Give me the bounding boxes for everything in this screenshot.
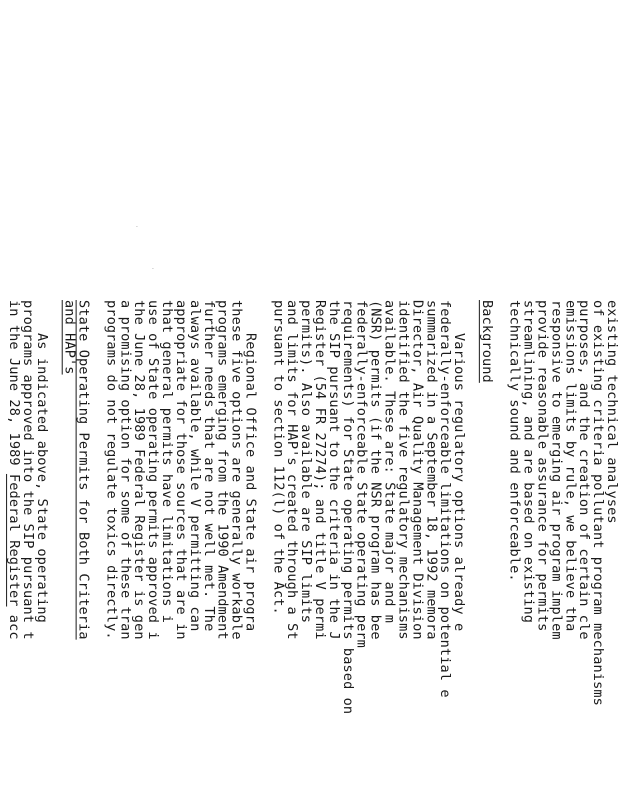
- background-heading: Background: [478, 300, 495, 383]
- text-line: Register (54 FR 27274); and title V permi: [312, 300, 328, 640]
- paragraph-gap: [90, 300, 104, 714]
- text-line: further needs that are not well met. The: [200, 300, 217, 632]
- text-line: a promising option for some of these tran: [117, 300, 134, 640]
- text-line: appropriate for those sources that are in: [172, 300, 189, 640]
- text-line: use of State operating permits approved i: [145, 300, 162, 640]
- rotated-document-text: [6, 300, 618, 714]
- paragraph-gap: [48, 300, 62, 714]
- text-line: identified the five regulatory mechanisms: [395, 300, 412, 640]
- scan-speck: ·: [136, 224, 138, 231]
- text-line: technically sound and enforceable.: [506, 300, 523, 582]
- text-line: existing technical analyses: [604, 300, 620, 524]
- text-line: programs approved into the SIP pursuant t: [20, 300, 37, 640]
- text-line: provide reasonable assurance for permits: [534, 300, 551, 632]
- text-line: As indicated above, State operating: [33, 332, 50, 623]
- text-line: programs emerging from the 1990 Amendment: [214, 300, 231, 640]
- text-line: these five options are generally workable: [228, 300, 245, 640]
- text-fragment: acc: [6, 606, 23, 640]
- text-line: requirements) for State operating permits based on: [339, 300, 356, 715]
- background-paragraph-1: [270, 300, 468, 715]
- text-line: always available, while V permitting can: [186, 300, 203, 632]
- text-line: that general permits have limitations i: [159, 300, 176, 624]
- federal-register-citation: Federal Register: [6, 473, 23, 607]
- paragraph-gap: [493, 300, 507, 714]
- text-line: emissions limits by rule, we believe tha: [562, 300, 579, 632]
- text-line: Director, Air Quality Management Division: [409, 300, 426, 640]
- text-line: federally-enforceable State operating perm: [353, 300, 370, 648]
- section-heading-continued: and HAP's: [61, 300, 78, 375]
- text-line: the SIP pursuant to the criteria in the J: [325, 300, 342, 640]
- text-line: pursuant to section 112(l) of the Act.: [270, 300, 287, 615]
- section-heading: State Operating Permits for Both Criteria: [75, 300, 92, 640]
- text-line: of existing criteria pollutant program mechanisms: [590, 300, 607, 706]
- paragraph-gap: [256, 300, 270, 714]
- text-line: permits). Also available are SIP limits: [298, 300, 315, 624]
- text-line: responsive to emerging air program implem: [548, 300, 565, 640]
- text-line: Various regulatory options already e: [451, 332, 468, 631]
- text-line: streamlining, and are based on existing: [520, 300, 537, 624]
- text-fragment: in the June 28, 1989: [6, 300, 23, 474]
- text-line: summarized in a September 18, 1992 memora: [423, 300, 440, 640]
- text-line: [6, 300, 23, 714]
- text-line: programs do not regulate toxics directly.: [103, 300, 120, 640]
- background-paragraph-2: [104, 300, 257, 714]
- paragraph-gap: [465, 300, 479, 714]
- scan-speck: ·: [152, 266, 154, 273]
- text-line: federally-enforceable limitations on potential e: [437, 300, 454, 698]
- text-line: available. These are: State major and m: [381, 300, 398, 624]
- state-permits-paragraph: [6, 300, 48, 714]
- intro-paragraph: [507, 300, 618, 714]
- text-line: (NSR) permits (if the NSR program has bee: [367, 300, 384, 640]
- text-line: and limits for HAP's created through a St: [284, 300, 301, 640]
- text-line: purposes, and the creation of certain cle: [576, 300, 593, 640]
- text-line: the June 28, 1989 Federal Register is gen: [131, 300, 148, 640]
- text-line: Regional Office and State air progra: [242, 332, 259, 631]
